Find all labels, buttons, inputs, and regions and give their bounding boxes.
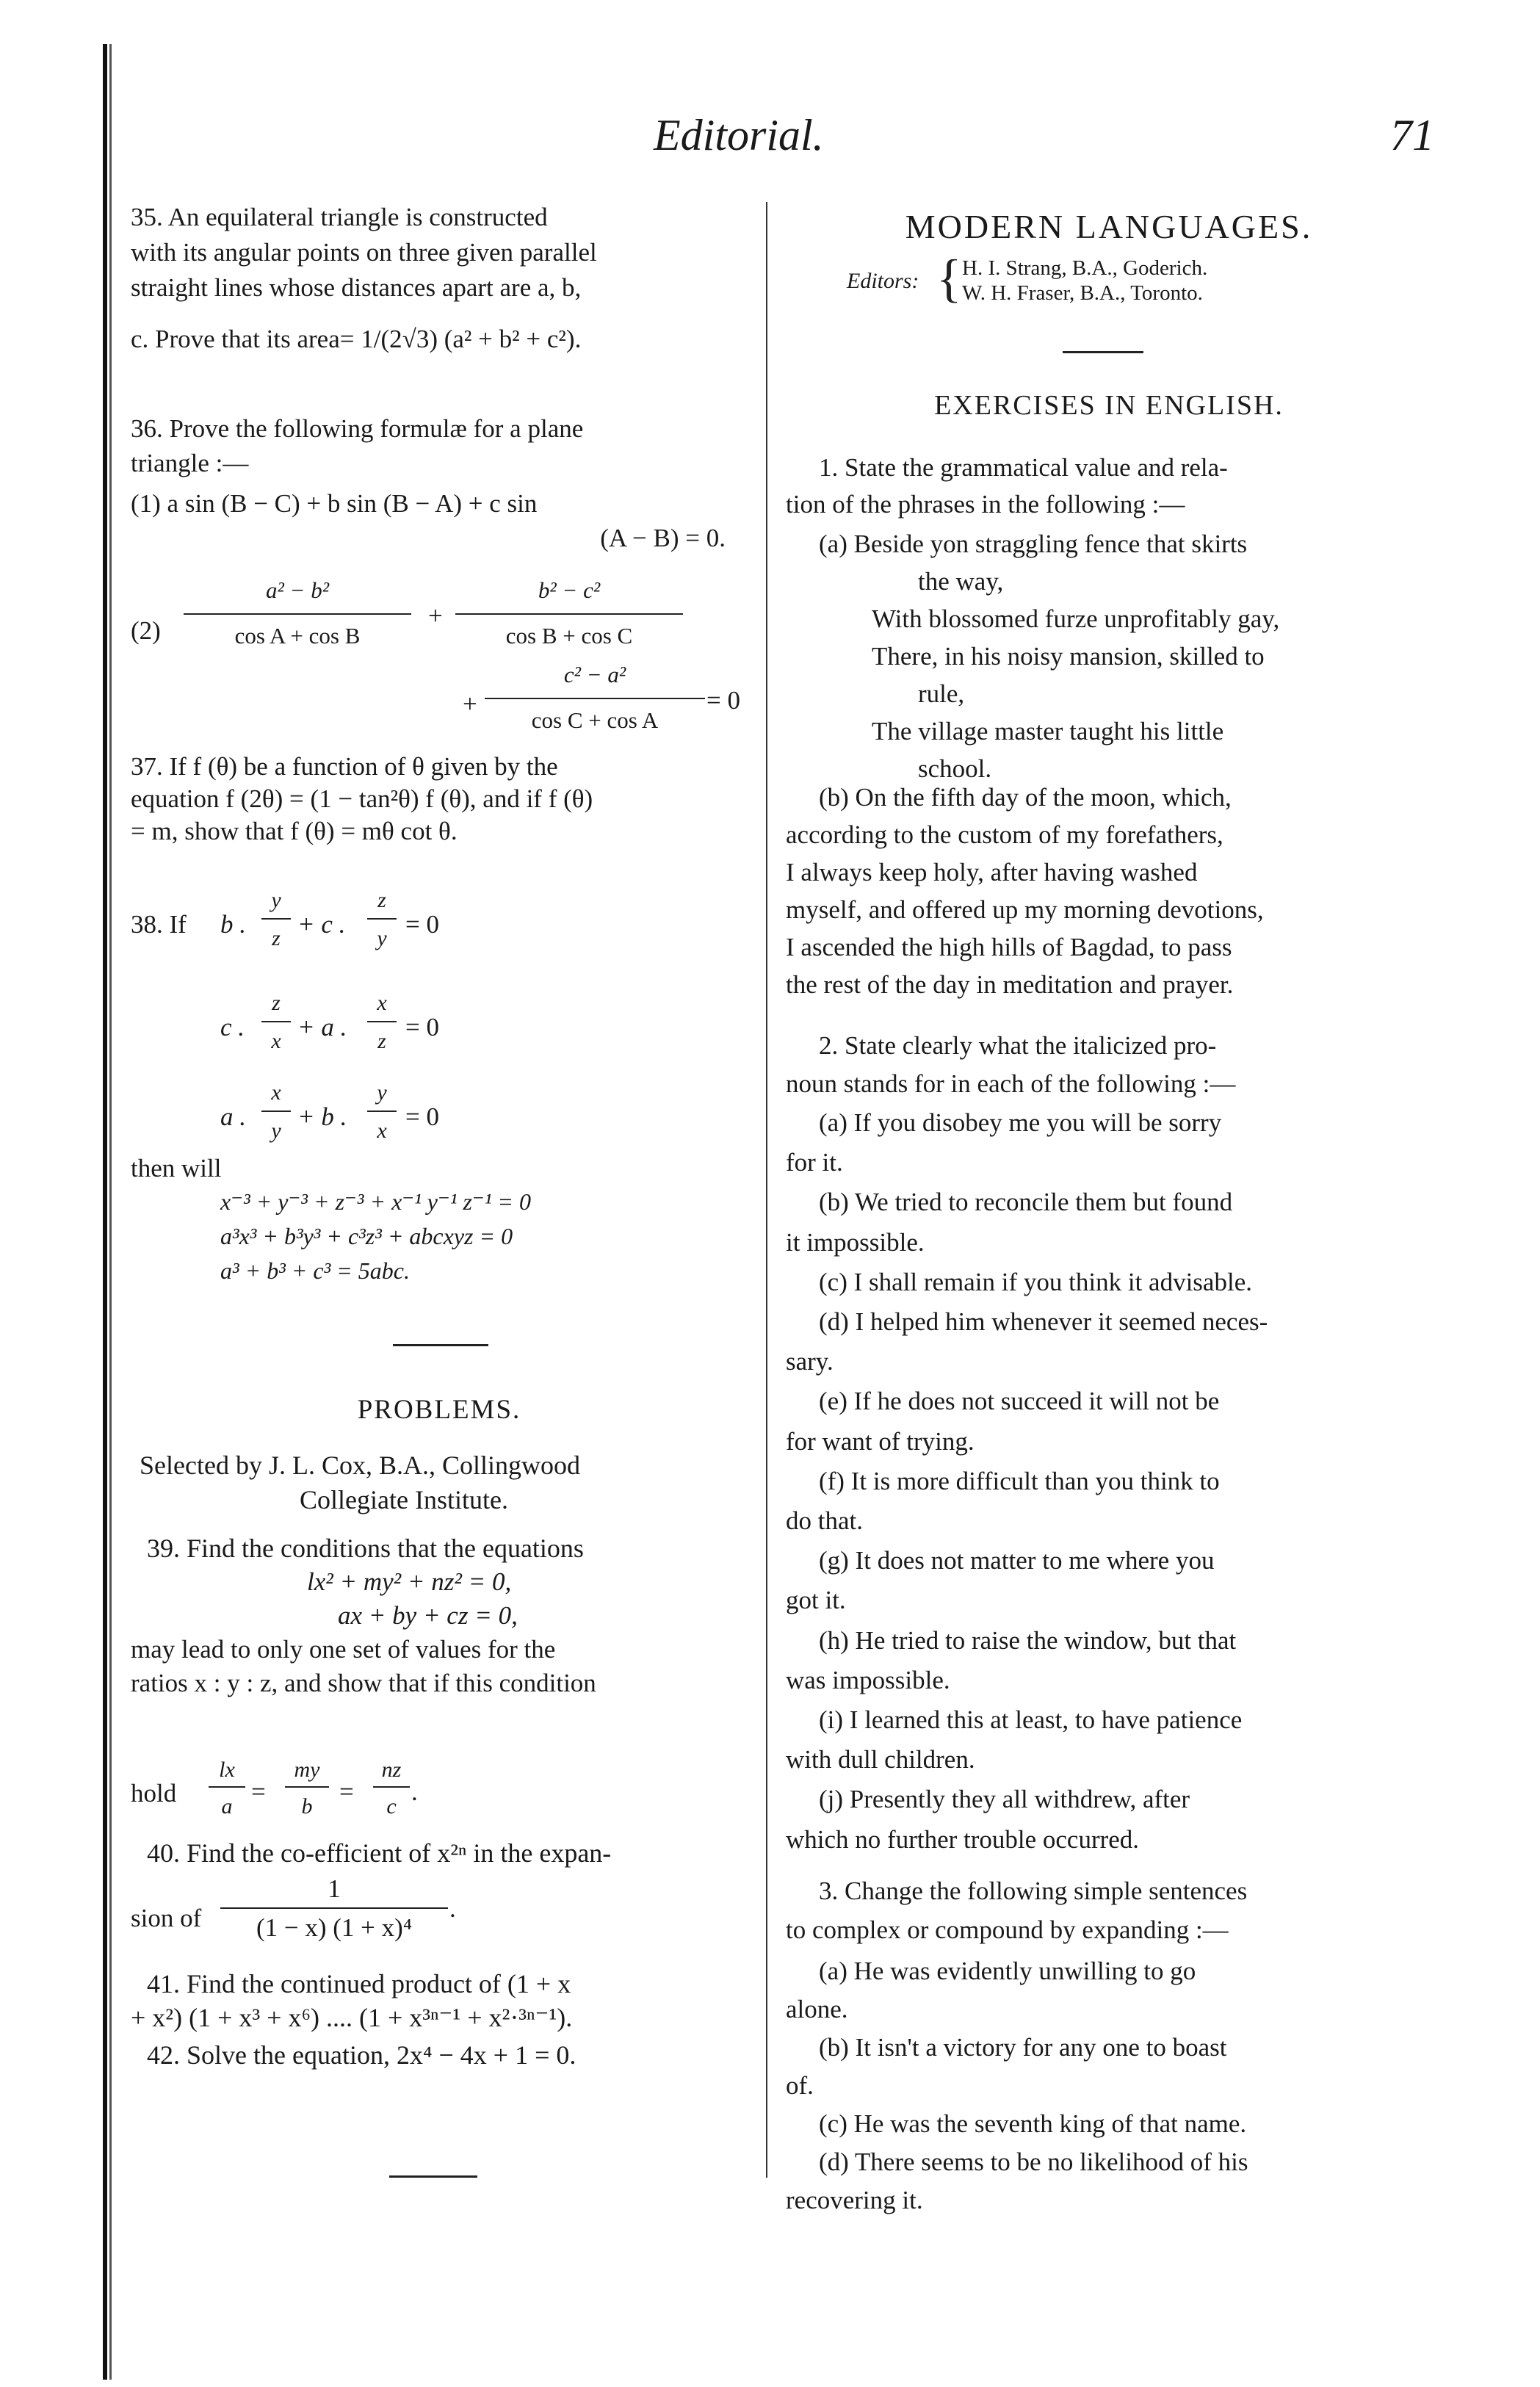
equation-term: a . — [220, 1102, 246, 1131]
list-item: (j) Presently they all withdrew, after — [819, 1785, 1190, 1814]
editor-name: H. I. Strang, B.A., Goderich. — [962, 256, 1208, 280]
list-item: for it. — [786, 1148, 843, 1177]
problem-42: 42. Solve the equation, 2x⁴ − 4x + 1 = 0. — [147, 2040, 576, 2070]
fraction-numerator: b² − c² — [538, 577, 601, 603]
fraction-denominator: (1 − x) (1 + x)⁴ — [256, 1913, 413, 1942]
list-item: (b) It isn't a victory for any one to boast — [819, 2033, 1227, 2062]
text-line: to complex or compound by expanding :— — [786, 1915, 1229, 1944]
fraction-denominator: a — [221, 1794, 233, 1819]
text-line: tion of the phrases in the following :— — [786, 490, 1185, 519]
text-line: according to the custom of my forefathers, — [786, 820, 1223, 849]
fraction-bar — [485, 698, 705, 699]
formula-line: lx² + my² + nz² = 0, — [307, 1567, 512, 1596]
section-rule — [389, 2175, 477, 2178]
text-line: may lead to only one set of values for the — [131, 1635, 556, 1664]
list-item: (g) It does not matter to me where you — [819, 1546, 1215, 1575]
text-line: + x²) (1 + x³ + x⁶) .... (1 + x³ⁿ⁻¹ + x²·³ⁿ⁻¹). — [131, 2003, 573, 2032]
list-item: (a) If you disobey me you will be sorry — [819, 1108, 1222, 1137]
fraction-numerator: y — [377, 1080, 387, 1105]
fraction-bar — [184, 613, 411, 615]
list-item: recovering it. — [786, 2186, 923, 2214]
problem-35 — [131, 200, 748, 357]
verse-line: (a) Beside yon straggling fence that skirts — [819, 530, 1248, 558]
list-item: (f) It is more difficult than you think to — [819, 1466, 1220, 1495]
fraction-bar — [261, 1021, 291, 1022]
section-heading: EXERCISES IN ENGLISH. — [934, 390, 1284, 421]
running-head: Editorial. — [654, 111, 824, 159]
list-item: alone. — [786, 1995, 848, 2023]
question-1-intro — [786, 449, 1439, 523]
text-line: Collegiate Institute. — [300, 1485, 508, 1514]
result-block — [220, 1185, 531, 1288]
fraction-numerator: c² − a² — [563, 662, 626, 687]
fraction-denominator: cos A + cos B — [234, 623, 361, 649]
fraction-bar — [220, 1907, 448, 1909]
plus-sign: + — [428, 602, 443, 630]
list-item: of. — [786, 2071, 814, 2100]
text-line: hold — [131, 1779, 177, 1808]
problem-41 — [131, 1967, 756, 2034]
fraction-denominator: x — [377, 1119, 387, 1143]
fraction-denominator: c — [386, 1794, 397, 1819]
list-item: sary. — [786, 1347, 834, 1376]
text-line: (b) On the fifth day of the moon, which, — [819, 783, 1232, 812]
fraction-numerator: a² − b² — [265, 577, 329, 603]
fraction-bar — [285, 1786, 329, 1788]
list-item: got it. — [786, 1586, 846, 1615]
text-line: equation f (2θ) = (1 − tan²θ) f (θ), and if f (θ) — [131, 784, 593, 813]
problem-39 — [131, 1531, 756, 1700]
list-item: was impossible. — [786, 1665, 950, 1694]
list-item: which no further trouble occurred. — [786, 1824, 1140, 1854]
equation-term: + c . — [297, 910, 346, 939]
equation-term: c . — [220, 1013, 245, 1041]
fraction-numerator: z — [377, 888, 386, 912]
problem-37 — [131, 751, 748, 848]
verse-line: the way, — [918, 567, 1004, 596]
section-title: MODERN LANGUAGES. — [905, 208, 1313, 245]
verse-line: There, in his noisy mansion, skilled to — [872, 642, 1265, 671]
text-line: 39. Find the conditions that the equations — [147, 1534, 584, 1563]
formula-line: a³ + b³ + c³ = 5abc. — [220, 1257, 410, 1284]
fraction-numerator: z — [272, 991, 281, 1015]
editor-name: W. H. Fraser, B.A., Toronto. — [962, 281, 1203, 305]
text-line: I ascended the high hills of Bagdad, to pass — [786, 933, 1232, 961]
equals-sign: = — [339, 1777, 354, 1806]
text-line: 36. Prove the following formulæ for a plane — [131, 414, 584, 443]
fraction-bar — [367, 918, 397, 920]
formula-line: x⁻³ + y⁻³ + z⁻³ + x⁻¹ y⁻¹ z⁻¹ = 0 — [220, 1188, 531, 1215]
problem-lead: 38. If — [131, 910, 187, 939]
verse-line: With blossomed furze unprofitably gay, — [872, 604, 1280, 633]
fraction-bar — [261, 1111, 291, 1112]
formula-line: ax + by + cz = 0, — [338, 1601, 518, 1630]
list-item: (c) He was the seventh king of that name. — [819, 2109, 1247, 2138]
list-item: (d) There seems to be no likelihood of his — [819, 2148, 1248, 2176]
section-rule — [393, 1344, 488, 1346]
plus-sign: + — [463, 690, 477, 718]
list-item: (b) We tried to reconcile them but found — [819, 1188, 1233, 1217]
fraction-numerator: lx — [219, 1758, 235, 1782]
selected-by — [140, 1448, 749, 1517]
verse-line: school. — [918, 754, 992, 783]
fraction-denominator: y — [271, 1119, 281, 1143]
fraction-bar — [367, 1021, 397, 1022]
text-line: Selected by J. L. Cox, B.A., Collingwood — [140, 1451, 580, 1480]
list-item: for want of trying. — [786, 1426, 975, 1456]
editors-list — [962, 256, 1207, 306]
editors-label: Editors: — [847, 269, 919, 293]
fraction-bar — [261, 918, 291, 920]
fraction-denominator: z — [272, 926, 281, 950]
text-line: triangle :— — [131, 449, 249, 477]
list-item: do that. — [786, 1506, 863, 1536]
text-line: = m, show that f (θ) = mθ cot θ. — [131, 817, 458, 845]
list-item: (i) I learned this at least, to have patience — [819, 1705, 1243, 1735]
question-1b — [786, 779, 1439, 1003]
problem-36-intro — [131, 411, 748, 480]
equation-term: = 0 — [405, 1102, 439, 1131]
text-line: 37. If f (θ) be a function of θ given by the — [131, 752, 558, 781]
list-item: (e) If he does not succeed it will not be — [819, 1387, 1220, 1416]
fraction-numerator: 1 — [328, 1874, 341, 1903]
equation-term: = 0 — [405, 1013, 439, 1041]
list-item: (a) He was evidently unwilling to go — [819, 1957, 1196, 1985]
text-line: then will — [131, 1154, 222, 1182]
equals-sign: = — [251, 1777, 266, 1806]
equation-term: + b . — [297, 1102, 347, 1131]
list-item: (h) He tried to raise the window, but that — [819, 1625, 1237, 1655]
question-3-items — [786, 1952, 1439, 2220]
text-line: with its angular points on three given parallel — [131, 238, 597, 267]
fraction-denominator: y — [377, 926, 387, 950]
text-line: 40. Find the co-efficient of x²ⁿ in the expan- — [147, 1838, 612, 1868]
section-title: PROBLEMS. — [357, 1395, 521, 1425]
equation-term: + a . — [297, 1013, 347, 1041]
text-line: c. Prove that its area= 1/(2√3) (a² + b² + c²). — [131, 325, 582, 353]
list-item: (d) I helped him whenever it seemed neces- — [819, 1307, 1268, 1337]
fraction-bar — [367, 1111, 397, 1112]
column-divider — [766, 202, 767, 2178]
question-3-intro — [786, 1871, 1439, 1949]
fraction-denominator: cos B + cos C — [505, 623, 633, 649]
fraction-bar — [209, 1786, 245, 1788]
formula-label: (2) — [131, 616, 161, 645]
text-line: 1. State the grammatical value and rela- — [819, 453, 1228, 482]
text-line: 35. An equilateral triangle is constructed — [131, 203, 548, 231]
fraction-denominator: cos C + cos A — [531, 707, 659, 733]
fraction-numerator: x — [377, 991, 387, 1015]
brace-icon: { — [936, 249, 962, 308]
text-line: 3. Change the following simple sentences — [819, 1877, 1248, 1905]
fraction-denominator: z — [377, 1029, 386, 1053]
page-number: 71 — [1390, 111, 1434, 159]
period: . — [449, 1894, 456, 1923]
fraction-numerator: nz — [381, 1758, 402, 1782]
fraction-bar — [373, 1786, 410, 1788]
text-line: I always keep holy, after having washed — [786, 858, 1198, 886]
verse-line: The village master taught his little — [872, 717, 1224, 745]
fraction-numerator: my — [294, 1758, 320, 1782]
equation-term: b . — [220, 910, 246, 939]
text-line: 2. State clearly what the italicized pro- — [819, 1031, 1217, 1060]
text-line: myself, and offered up my morning devotions, — [786, 895, 1264, 924]
text-line: noun stands for in each of the following :— — [786, 1069, 1236, 1098]
question-2-intro — [786, 1027, 1439, 1103]
list-item: with dull children. — [786, 1745, 975, 1774]
fraction-numerator: y — [271, 888, 281, 912]
scan-edge — [103, 44, 107, 2380]
text-line: ratios x : y : z, and show that if this condition — [131, 1669, 596, 1697]
fraction-numerator: x — [271, 1080, 281, 1105]
section-rule — [1063, 351, 1143, 353]
question-2-items — [786, 1103, 1439, 1860]
text-line: straight lines whose distances apart are a, b, — [131, 273, 582, 302]
equation-term: = 0 — [405, 910, 439, 939]
formula-line: a³x³ + b³y³ + c³z³ + abcxyz = 0 — [220, 1223, 513, 1249]
scan-edge-shadow — [109, 44, 112, 2380]
list-item: it impossible. — [786, 1227, 925, 1257]
text-line: 41. Find the continued product of (1 + x — [147, 1969, 571, 1998]
verse-line: rule, — [918, 679, 965, 708]
text-line: the rest of the day in meditation and prayer. — [786, 970, 1234, 999]
period: . — [411, 1777, 418, 1806]
problem-36-formula-1 — [131, 486, 748, 555]
formula-line: (1) a sin (B − C) + b sin (B − A) + c sin — [131, 489, 538, 518]
text-line: sion of — [131, 1904, 202, 1932]
fraction-denominator: b — [301, 1794, 313, 1819]
equals-zero: = 0 — [706, 686, 740, 715]
formula-line: (A − B) = 0. — [600, 524, 726, 552]
list-item: (c) I shall remain if you think it advisable. — [819, 1267, 1252, 1296]
question-1a-verse — [819, 525, 1450, 787]
fraction-bar — [455, 613, 683, 615]
fraction-denominator: x — [271, 1029, 281, 1053]
